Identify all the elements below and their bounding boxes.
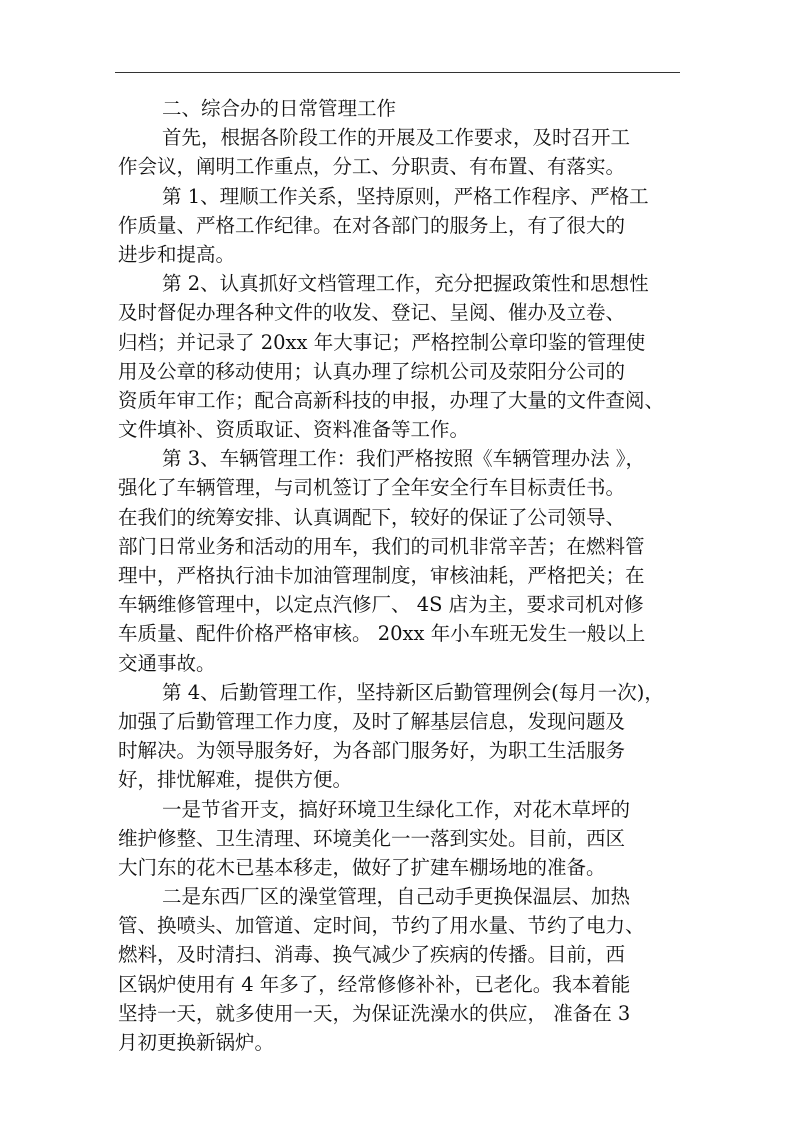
text-line: 归档；并记录了 20xx 年大事记；严格控制公章印鉴的管理使 bbox=[118, 330, 646, 354]
text-line: 资质年审工作；配合高新科技的申报，办理了大量的文件查阅、 bbox=[118, 388, 665, 412]
text-line: 第 4、后勤管理工作，坚持新区后勤管理例会(每月一次)， bbox=[162, 680, 664, 704]
text-line: 在我们的统筹安排、认真调配下，较好的保证了公司领导、 bbox=[118, 505, 626, 529]
text-line: 及时督促办理各种文件的收发、登记、呈阅、催办及立卷、 bbox=[118, 301, 626, 325]
text-line: 作会议，阐明工作重点，分工、分职责、有布置、有落实。 bbox=[118, 155, 626, 179]
text-line: 一是节省开支，搞好环境卫生绿化工作，对花木草坪的 bbox=[162, 797, 631, 821]
text-line: 大门东的花木已基本移走，做好了扩建车棚场地的准备。 bbox=[118, 855, 606, 879]
text-line: 文件填补、资质取证、资料准备等工作。 bbox=[118, 418, 470, 442]
text-line: 第 3、车辆管理工作：我们严格按照《车辆管理办法 》， bbox=[162, 447, 646, 471]
text-line: 加强了后勤管理工作力度，及时了解基层信息，发现问题及 bbox=[118, 709, 626, 733]
text-line: 进步和提高。 bbox=[118, 242, 236, 266]
text-line: 区锅炉使用有 4 年多了，经常修修补补，已老化。我本着能 bbox=[118, 972, 631, 996]
text-line: 坚持一天，就多使用一天，为保证洗澡水的供应， 准备在 3 bbox=[118, 1001, 631, 1025]
text-line: 月初更换新锅炉。 bbox=[118, 1031, 275, 1054]
text-line: 燃料，及时清扫、消毒、换气减少了疾病的传播。目前，西 bbox=[118, 943, 626, 967]
text-line: 第 1、理顺工作关系，坚持原则，严格工作程序、严格工 bbox=[162, 184, 649, 208]
text-line: 理中，严格执行油卡加油管理制度，审核油耗，严格把关；在 bbox=[118, 564, 645, 587]
text-line: 好，排忧解难，提供方便。 bbox=[118, 768, 353, 792]
text-line: 作质量、严格工作纪律。在对各部门的服务上，有了很大的 bbox=[118, 213, 626, 237]
text-line: 部门日常业务和活动的用车，我们的司机非常辛苦；在燃料管 bbox=[118, 534, 645, 558]
header-rule bbox=[115, 72, 680, 73]
text-line: 车质量、配件价格严格审核。 20xx 年小车班无发生一般以上 bbox=[118, 622, 646, 646]
text-line: 维护修整、卫生清理、环境美化一一落到实处。目前，西区 bbox=[118, 826, 626, 850]
document-body bbox=[118, 94, 684, 1057]
text-line: 交通事故。 bbox=[118, 651, 216, 675]
text-line: 二是东西厂区的澡堂管理，自己动手更换保温层、加热 bbox=[162, 885, 631, 909]
text-line: 二、综合办的日常管理工作 bbox=[162, 97, 397, 120]
text-line: 首先，根据各阶段工作的开展及工作要求，及时召开工 bbox=[162, 126, 631, 150]
text-line: 时解决。为领导服务好，为各部门服务好，为职工生活服务 bbox=[118, 739, 626, 763]
text-line: 第 2、认真抓好文档管理工作，充分把握政策性和思想性 bbox=[162, 272, 649, 296]
text-line: 管、换喷头、加管道、定时间，节约了用水量、节约了电力、 bbox=[118, 914, 645, 938]
text-line: 强化了车辆管理，与司机签订了全年安全行车目标责任书。 bbox=[118, 476, 626, 500]
text-line: 用及公章的移动使用；认真办理了综机公司及荥阳分公司的 bbox=[118, 359, 626, 383]
text-line: 车辆维修管理中，以定点汽修厂、 4S 店为主，要求司机对修 bbox=[118, 593, 644, 617]
